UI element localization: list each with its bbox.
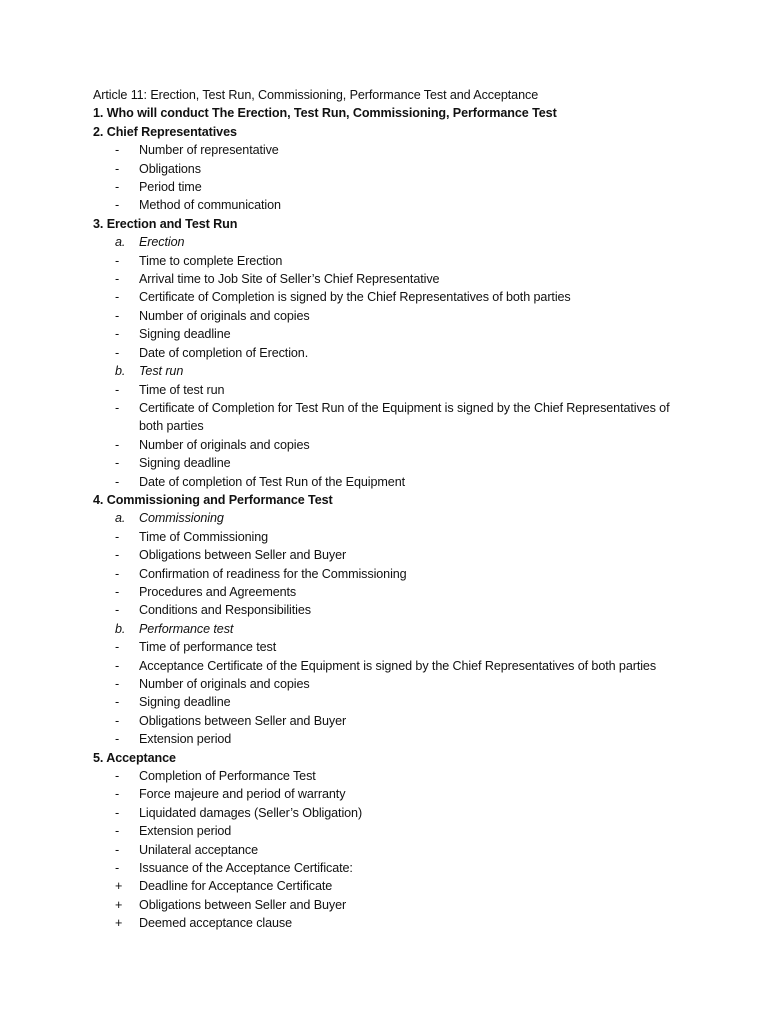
subsection-heading [93,362,693,380]
list-marker: - [115,603,120,618]
list-item [93,141,693,159]
list-item [93,344,693,362]
section-heading: 2. Chief Representatives [93,124,237,139]
list-item [93,454,693,472]
list-marker: - [115,345,120,360]
list-item-text: Certificate of Completion is signed by the Chief Representatives of both parties [139,290,571,305]
list-item-text: Time of test run [139,382,225,397]
list-item [93,841,693,859]
list-marker: - [115,474,120,489]
list-marker: - [115,824,120,839]
list-item [93,473,693,491]
list-marker: - [115,861,120,876]
list-item-text: Obligations between Seller and Buyer [139,548,347,563]
list-item-text: Issuance of the Acceptance Certificate: [139,861,353,876]
list-marker: - [115,658,120,673]
list-marker: b. [115,621,126,636]
subsection-heading [93,620,693,638]
list-item [93,675,693,693]
list-item-text: Force majeure and period of warranty [139,787,346,802]
list-item-text: Conditions and Responsibilities [139,603,311,618]
list-item [93,196,693,214]
list-marker: a. [115,511,126,526]
list-marker: a. [115,235,126,250]
list-item [93,785,693,803]
list-marker: - [115,382,120,397]
list-marker: - [115,308,120,323]
list-marker: - [115,161,120,176]
list-item [93,325,693,343]
list-marker: - [115,272,120,287]
list-item [93,730,693,748]
section-heading: 5. Acceptance [93,750,176,765]
list-item-text: Liquidated damages (Seller’s Obligation) [139,805,363,820]
list-item-text: Completion of Performance Test [139,769,316,784]
list-item-text: Acceptance Certificate of the Equipment is signed by the Chief Representatives of both parties [139,658,657,673]
document-title: Article 11: Erection, Test Run, Commissioning, Performance Test and Acceptance [93,88,539,102]
list-marker: - [115,566,120,581]
list-item-text: Signing deadline [139,695,231,710]
list-item [93,804,693,822]
list-item [93,546,693,564]
list-marker: - [115,732,120,747]
list-item [93,399,693,436]
list-marker: - [115,548,120,563]
list-item [93,252,693,270]
list-item [93,436,693,454]
list-marker: - [115,769,120,784]
list-item-text: Extension period [139,732,232,747]
list-item-text: Time of Commissioning [139,529,269,544]
list-item [93,914,693,932]
subsection-heading [93,233,693,251]
list-item [93,638,693,656]
list-marker: - [115,290,120,305]
list-marker: - [115,640,120,655]
list-marker: - [115,437,120,452]
list-item-text: Signing deadline [139,456,231,471]
list-item [93,178,693,196]
list-item [93,693,693,711]
list-item-text: Time of performance test [139,640,277,655]
list-item-text: Arrival time to Job Site of Seller’s Chief Representative [139,272,440,287]
list-marker: - [115,529,120,544]
list-item-text: Date of completion of Erection. [139,345,309,360]
list-marker: - [115,400,120,415]
list-marker: - [115,327,120,342]
list-item-text: Certificate of Completion for Test Run of the Equipment is signed by the Chief Representatives of both parties [139,400,670,434]
list-item [93,565,693,583]
list-item [93,160,693,178]
list-item [93,877,693,895]
list-marker: - [115,456,120,471]
subsection-heading [93,509,693,527]
list-marker: - [115,787,120,802]
section-heading: 1. Who will conduct The Erection, Test Run, Commissioning, Performance Test [93,106,557,121]
list-item-text: Test run [139,364,184,379]
list-item [93,712,693,730]
list-marker: - [115,584,120,599]
list-item-text: Deemed acceptance clause [139,916,293,931]
list-item-text: Commissioning [139,511,224,526]
list-item-text: Time to complete Erection [139,253,283,268]
list-item-text: Number of originals and copies [139,677,310,691]
list-item [93,601,693,619]
list-item-text: Number of representative [139,143,279,158]
list-marker: + [115,879,123,894]
list-item-text: Erection [139,235,185,250]
list-item [93,583,693,601]
document-page [93,86,693,933]
list-item [93,270,693,288]
list-marker: - [115,713,120,728]
list-marker: - [115,695,120,710]
list-marker: - [115,677,120,691]
list-marker: + [115,897,123,912]
list-item-text: Obligations between Seller and Buyer [139,897,347,912]
list-item [93,307,693,325]
list-marker: + [115,916,123,931]
list-marker: - [115,253,120,268]
list-item-text: Period time [139,180,202,195]
list-item-text: Obligations between Seller and Buyer [139,713,347,728]
list-item-text: Deadline for Acceptance Certificate [139,879,333,894]
list-item [93,896,693,914]
list-item-text: Method of communication [139,198,281,213]
section-heading: 3. Erection and Test Run [93,216,238,231]
list-item [93,767,693,785]
list-marker: - [115,198,120,213]
list-item-text: Number of originals and copies [139,437,310,452]
list-item [93,288,693,306]
list-marker: - [115,143,120,158]
list-marker: b. [115,364,126,379]
list-item-text: Number of originals and copies [139,308,310,323]
list-item-text: Extension period [139,824,232,839]
list-item [93,859,693,877]
section-heading: 4. Commissioning and Performance Test [93,492,333,507]
list-item [93,822,693,840]
list-item-text: Performance test [139,621,234,636]
list-item [93,528,693,546]
list-item-text: Unilateral acceptance [139,842,259,857]
list-item [93,381,693,399]
list-item-text: Confirmation of readiness for the Commissioning [139,566,407,581]
list-item [93,657,693,675]
list-item-text: Obligations [139,161,201,176]
list-item-text: Signing deadline [139,327,231,342]
list-marker: - [115,842,120,857]
list-item-text: Date of completion of Test Run of the Equipment [139,474,405,489]
document-sections [93,104,693,932]
list-item-text: Procedures and Agreements [139,584,297,599]
list-marker: - [115,180,120,195]
list-marker: - [115,805,120,820]
